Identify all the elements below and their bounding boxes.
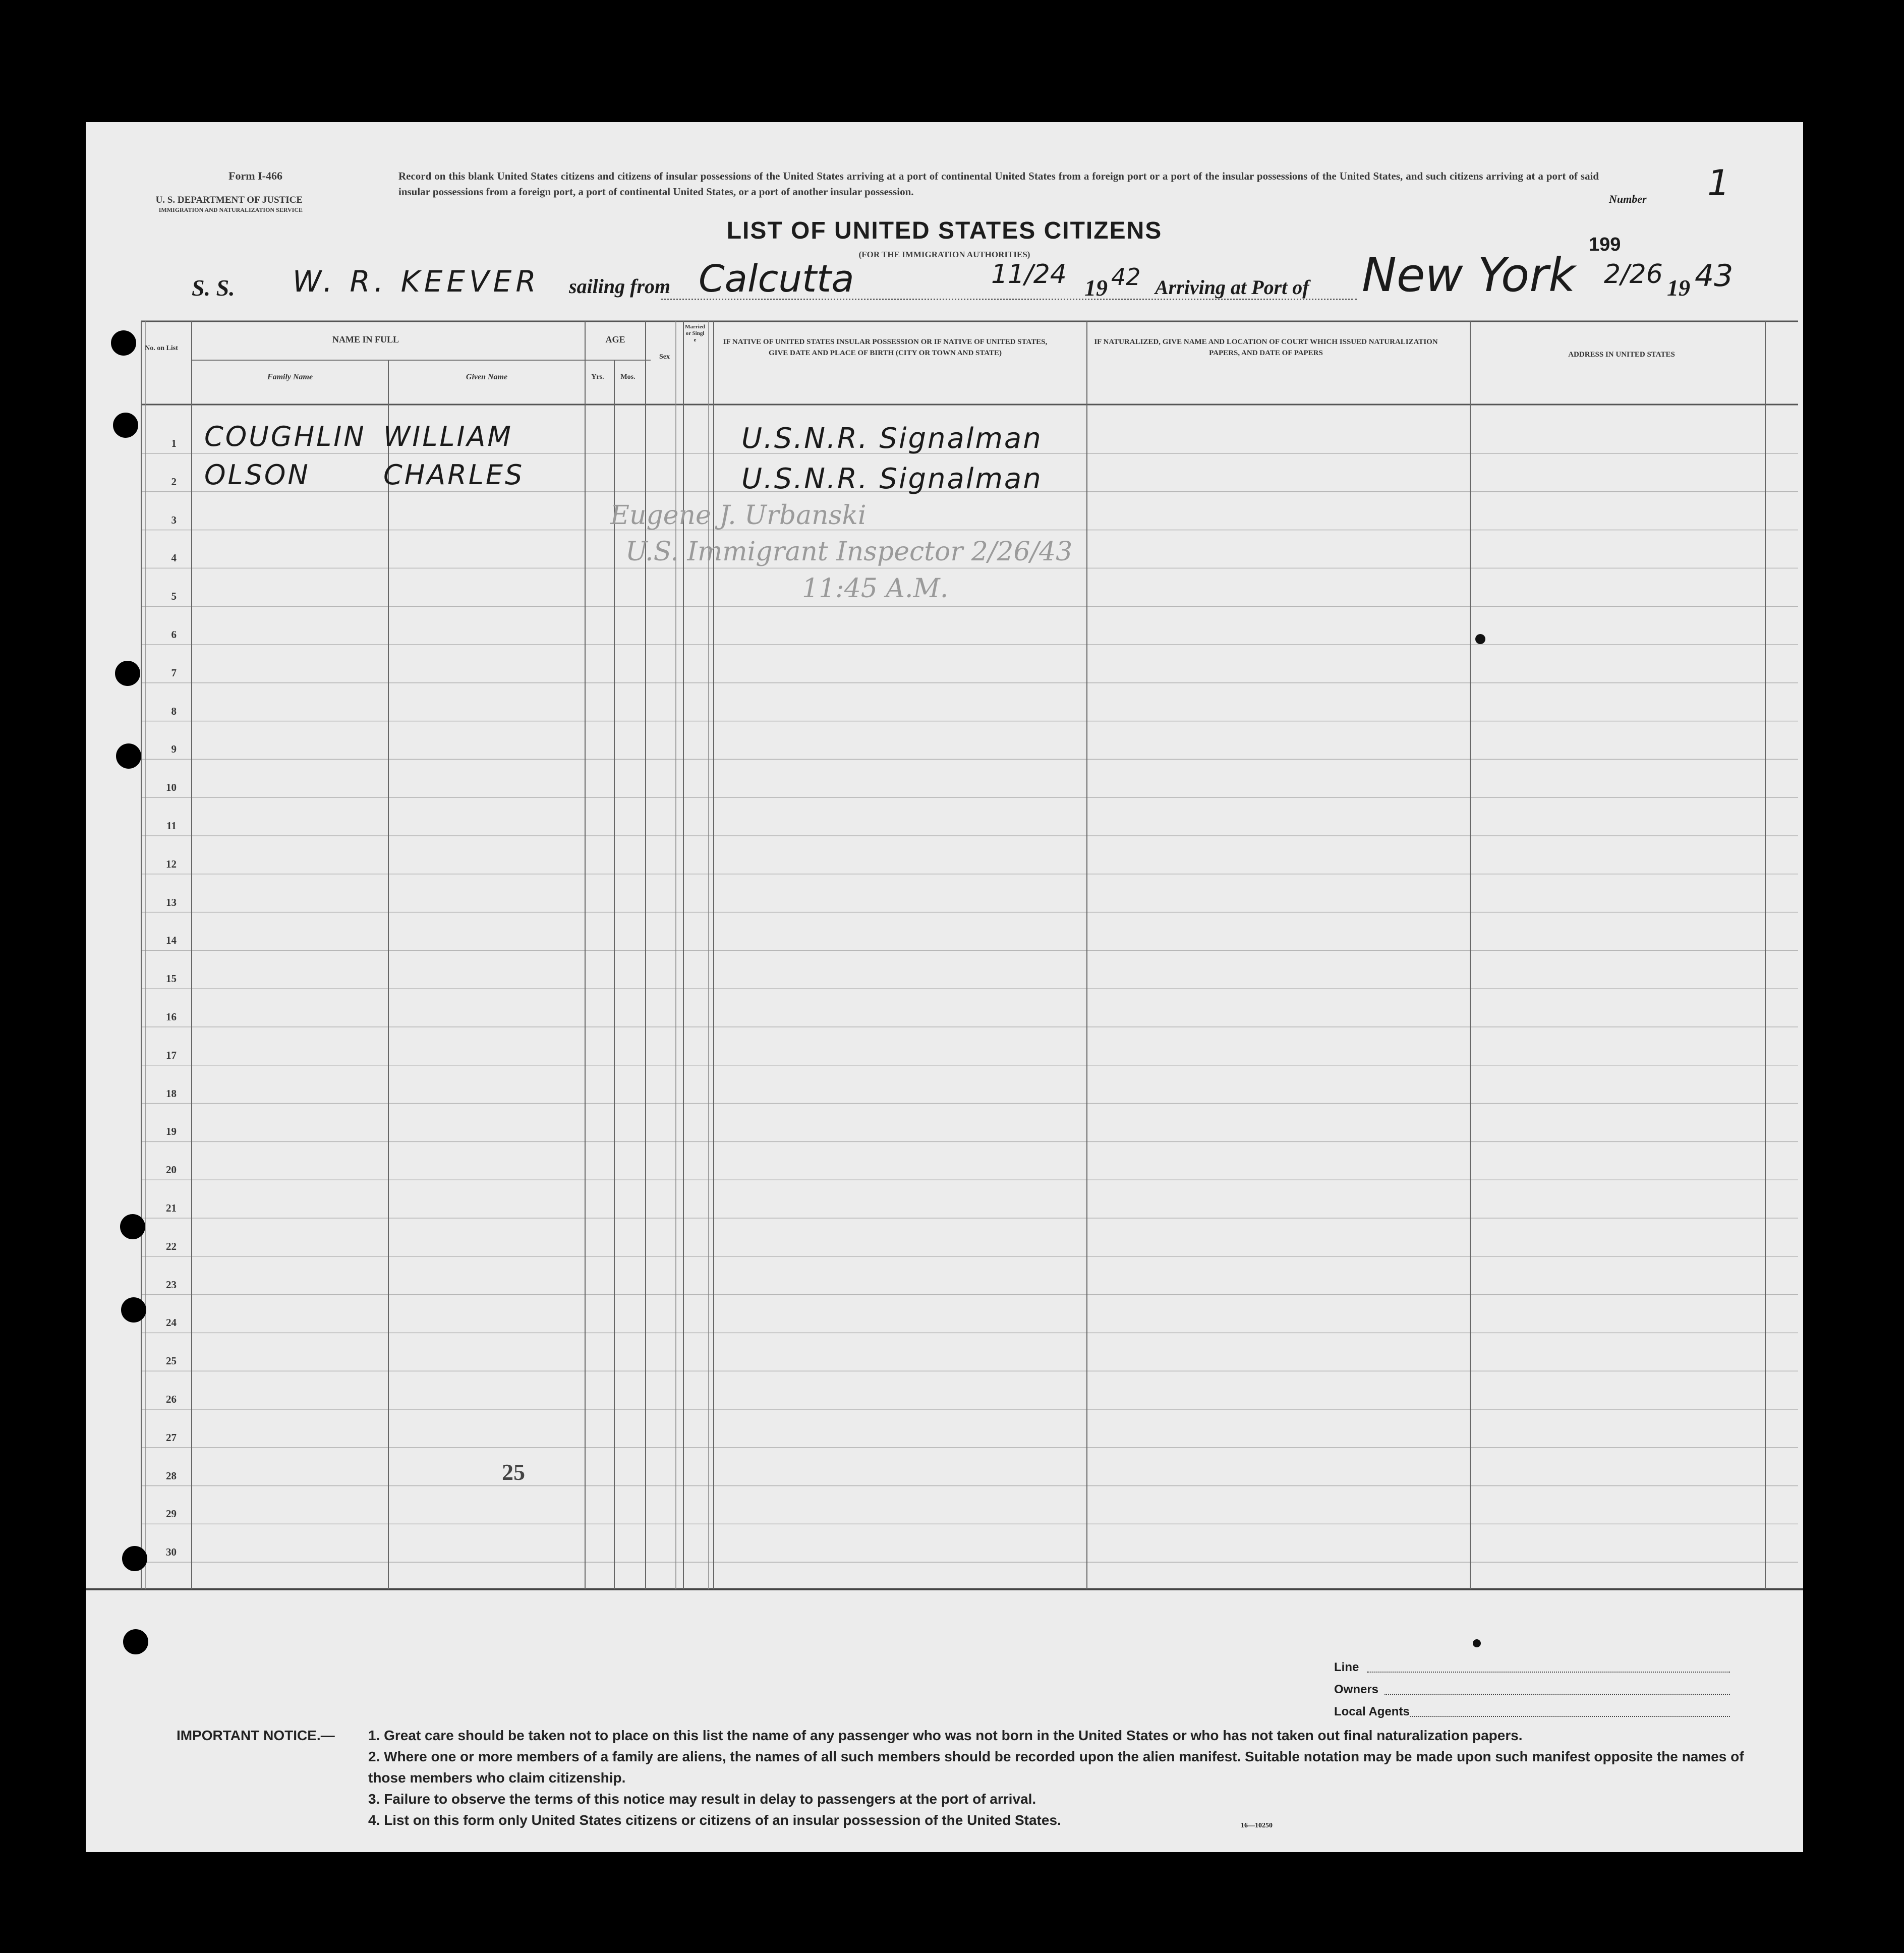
row-number: 3	[171, 513, 177, 526]
row-number: 29	[166, 1508, 177, 1520]
manifest-sheet	[86, 122, 1803, 1852]
binder-hole	[113, 413, 138, 438]
header-married: Married or Single	[685, 324, 705, 343]
row-number: 28	[166, 1469, 177, 1482]
row-number: 12	[166, 857, 177, 870]
arrival-port: New York	[1362, 248, 1576, 302]
binder-hole	[116, 743, 141, 769]
notice-item-3: 3. Failure to observe the terms of this notice may result in delay to passengers at the port of arrival.	[368, 1791, 1036, 1807]
department-name: U. S. DEPARTMENT OF JUSTICE	[155, 195, 303, 205]
number-value: 1	[1707, 162, 1730, 204]
row-number: 22	[166, 1240, 177, 1252]
agent-owners-label: Owners	[1334, 1683, 1379, 1696]
from-port: Calcutta	[699, 257, 854, 301]
row-number: 4	[171, 552, 177, 564]
entry-2-given: CHARLES	[383, 459, 525, 491]
entry-1-birth: U.S.N.R. Signalman	[741, 422, 1043, 455]
arrival-year: 43	[1695, 258, 1734, 294]
agent-local-rule	[1410, 1716, 1730, 1717]
important-notice	[177, 1725, 1755, 1831]
inspector-name: Eugene J. Urbanski	[610, 500, 867, 531]
row-number: 25	[166, 1355, 177, 1367]
row-number: 10	[166, 781, 177, 794]
row-number: 24	[166, 1316, 177, 1329]
inspector-title: U.S. Immigrant Inspector 2/26/43	[625, 537, 1073, 567]
binder-hole	[122, 1546, 147, 1571]
ink-speck	[1475, 634, 1485, 644]
entry-1-given: WILLIAM	[383, 421, 513, 452]
entry-1-family: COUGHLIN	[204, 421, 366, 452]
page-title: LIST OF UNITED STATES CITIZENS	[726, 217, 1163, 244]
sail-date: 11/24	[991, 259, 1067, 290]
entry-2-family: OLSON	[204, 459, 310, 491]
header-yrs: Yrs.	[591, 373, 604, 381]
row-number: 9	[171, 743, 177, 756]
row-number: 26	[166, 1393, 177, 1405]
header-birth: IF NATIVE OF UNITED STATES INSULAR POSSESSION OR IF NATIVE OF UNITED STATES, GIVE DATE AND PLACE OF BIRTH (CITY OR TOWN AND STATE)	[723, 338, 1048, 357]
notice-heading: IMPORTANT NOTICE.—	[177, 1728, 335, 1743]
header-family-name: Family Name	[267, 373, 313, 381]
agent-line-label: Line	[1334, 1660, 1359, 1674]
header-age: AGE	[605, 334, 625, 344]
agent-local-label: Local Agents	[1334, 1705, 1410, 1718]
ink-speck	[1473, 1639, 1481, 1647]
number-label: Number	[1609, 193, 1647, 205]
ss-label: S. S.	[192, 275, 235, 301]
binder-hole	[120, 1214, 145, 1239]
binder-hole	[111, 330, 136, 356]
row-number: 5	[171, 590, 177, 603]
header-name-in-full: NAME IN FULL	[332, 334, 399, 344]
arrival-date: 2/26	[1604, 259, 1663, 290]
row-number: 18	[166, 1087, 177, 1100]
row-number: 27	[166, 1431, 177, 1444]
header-address: ADDRESS IN UNITED STATES	[1568, 351, 1675, 359]
entry-2-birth: U.S.N.R. Signalman	[741, 463, 1043, 495]
row-number: 6	[171, 628, 177, 641]
arriving-label: Arriving at Port of	[1155, 276, 1309, 299]
header-mos: Mos.	[620, 373, 636, 381]
row-number: 30	[166, 1546, 177, 1559]
row-number: 17	[166, 1049, 177, 1061]
binder-hole	[123, 1629, 148, 1654]
sailing-label: sailing from	[569, 275, 671, 298]
ship-name: W. R. KEEVER	[293, 264, 540, 299]
row-number: 14	[166, 934, 177, 947]
header-given-name: Given Name	[466, 373, 508, 381]
arrival-year-prefix: 19	[1667, 275, 1690, 301]
row-number: 7	[171, 666, 177, 679]
row-number: 2	[171, 475, 177, 488]
sail-year-prefix: 19	[1084, 275, 1108, 301]
row-number: 20	[166, 1164, 177, 1176]
page-stamp: 25	[502, 1459, 525, 1485]
notice-item-4: 4. List on this form only United States citizens or citizens of an insular possession of the United States.	[368, 1812, 1061, 1828]
notice-item-2: 2. Where one or more members of a family are aliens, the names of all such members should be recorded upon the alien manifest. Suitable notation may be made upon such manifest opposite the names of those members who claim citizenship.	[368, 1749, 1744, 1786]
binder-hole	[115, 661, 140, 686]
print-code: 16—10250	[1241, 1822, 1273, 1829]
sail-year: 42	[1111, 263, 1141, 291]
row-number: 11	[166, 820, 177, 832]
row-number: 1	[171, 437, 177, 449]
binder-hole	[121, 1297, 146, 1323]
row-number: 19	[166, 1125, 177, 1138]
stamp-number: 199	[1589, 234, 1621, 255]
row-number: 16	[166, 1011, 177, 1023]
header-naturalized: IF NATURALIZED, GIVE NAME AND LOCATION OF COURT WHICH ISSUED NATURALIZATION PAPERS, AND DATE OF PAPERS	[1094, 338, 1438, 357]
row-number: 21	[166, 1202, 177, 1214]
row-number: 8	[171, 705, 177, 717]
department-subtitle: IMMIGRATION AND NATURALIZATION SERVICE	[158, 206, 303, 213]
notice-item-1: 1. Great care should be taken not to place on this list the name of any passenger who was not born in the United States or who has not taken out final naturalization papers.	[368, 1728, 1523, 1743]
agent-line-rule	[1367, 1672, 1730, 1673]
inspector-time: 11:45 A.M.	[802, 573, 949, 604]
row-number: 13	[166, 896, 177, 908]
row-number: 23	[166, 1278, 177, 1291]
row-number: 15	[166, 972, 177, 985]
header-sex: Sex	[659, 353, 670, 361]
header-line-no: No. on List	[145, 344, 178, 352]
form-number: Form I-466	[228, 169, 282, 182]
instructions: Record on this blank United States citizens and citizens of insular possessions of the United States arriving at a port of continental United States from a foreign port or a port of the insular possessions of the United States, and such citizens arriving at a port of said insular possessions from a foreign port, a port of continental United States, or a port of another insular possession.	[398, 170, 1599, 198]
agent-owners-rule	[1384, 1694, 1730, 1695]
page-subtitle: (FOR THE IMMIGRATION AUTHORITIES)	[858, 250, 1030, 259]
